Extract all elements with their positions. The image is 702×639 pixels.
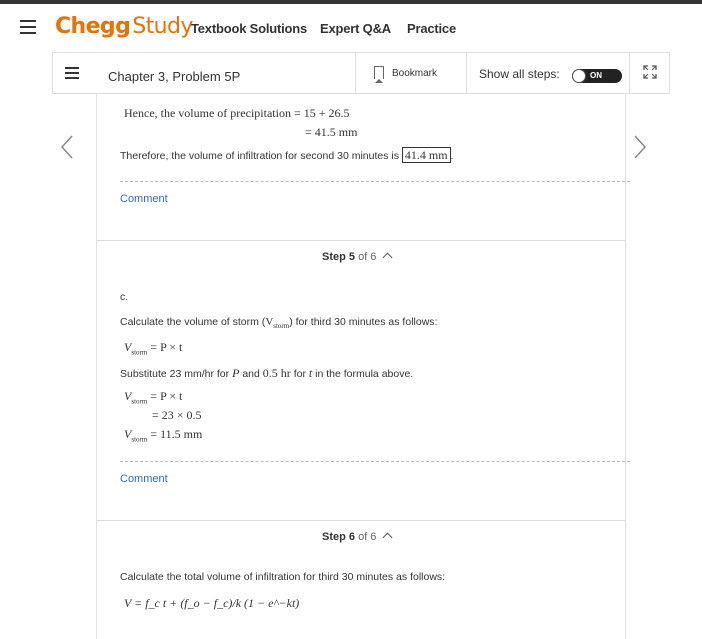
toggle-knob — [572, 69, 586, 83]
site-header — [0, 4, 702, 50]
step5-intro: Calculate the volume of storm $(V_{storm})$ for third 30 minutes as follows: — [120, 316, 438, 331]
collapse-caret-icon[interactable] — [383, 253, 393, 263]
result-box: 41.4 mm — [402, 147, 451, 163]
divider — [120, 461, 630, 462]
outline-list-icon[interactable] — [65, 67, 79, 79]
expand-fullscreen-icon[interactable] — [629, 53, 670, 93]
step6-header[interactable]: Step 6 of 6 — [322, 531, 391, 543]
infiltration-result: Therefore, the volume of infiltration for second 30 minutes is 41.4 mm . — [120, 148, 454, 162]
step5-header[interactable]: Step 5 of 6 — [322, 251, 391, 263]
precipitation-line-2: = 41.5 mm — [305, 125, 358, 139]
solution-toolbar — [52, 52, 670, 94]
step6-intro: Calculate the total volume of infiltration for third 30 minutes as follows: — [120, 571, 446, 583]
part-label: c. — [120, 291, 129, 303]
infiltration-formula: V = f_c t + (f_o − f_c)/k (1 − e^−kt) — [124, 596, 300, 610]
nav-textbook-solutions[interactable]: Textbook Solutions — [191, 21, 308, 36]
comment-link[interactable]: Comment — [120, 473, 168, 485]
previous-arrow-icon[interactable] — [60, 135, 74, 164]
nav-practice[interactable]: Practice — [407, 21, 456, 36]
bookmark-label: Bookmark — [392, 68, 438, 79]
comment-link[interactable]: Comment — [120, 193, 168, 205]
chapter-title: Chapter 3, Problem 5P — [108, 69, 241, 84]
storm-formula: $V_{storm} = P \times t$ — [124, 340, 183, 357]
bookmark-icon — [374, 66, 384, 79]
divider — [120, 181, 630, 182]
calc-line-1: $V_{storm} = P \times t$ — [124, 389, 183, 406]
show-all-steps-label: Show all steps: — [479, 67, 560, 81]
calc-line-3: $V_{storm} = 11.5$ mm — [124, 427, 203, 444]
substitute-line: Substitute 23 mm/hr for P and 0.5 hr for t in the formula above. — [120, 366, 414, 380]
show-all-steps-toggle[interactable] — [572, 69, 622, 83]
next-arrow-icon[interactable] — [633, 135, 647, 164]
nav-expert-qa[interactable]: Expert Q&A — [320, 21, 391, 36]
calc-line-2: = 23 × 0.5 — [152, 408, 202, 422]
hamburger-menu-icon[interactable] — [20, 20, 36, 34]
toggle-state: ON — [590, 71, 602, 80]
precipitation-line-1: Hence, the volume of precipitation = 15 + 26.5 — [124, 106, 350, 120]
collapse-caret-icon[interactable] — [383, 533, 393, 543]
chegg-study-logo[interactable]: CheggStudy — [55, 14, 193, 39]
bookmark-button[interactable] — [355, 53, 467, 93]
